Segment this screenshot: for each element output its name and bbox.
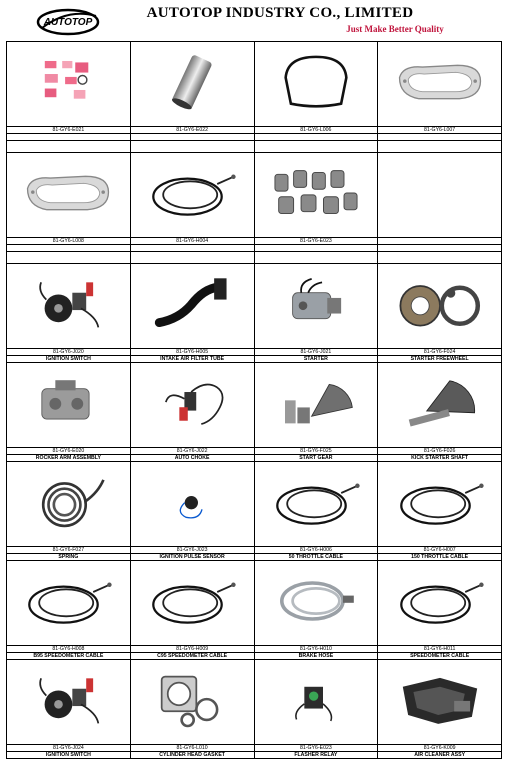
part-image-cell xyxy=(254,462,378,547)
part-code: 81-GY6-L006 xyxy=(254,127,378,134)
flasher-relay-icon xyxy=(255,671,378,734)
part-code: 81-GY6-F026 xyxy=(378,448,502,455)
image-row xyxy=(7,363,502,448)
spacer-cell xyxy=(7,141,131,153)
image-row xyxy=(7,462,502,547)
part-code: 81-GY6-F027 xyxy=(7,547,131,554)
o-ring-gasket-icon xyxy=(255,51,378,118)
part-code-row xyxy=(7,745,502,752)
blank-row xyxy=(7,245,502,252)
image-row xyxy=(7,561,502,646)
part-name: 50 THROTTLE CABLE xyxy=(254,554,378,561)
part-name xyxy=(130,134,254,141)
part-image-cell xyxy=(378,462,502,547)
part-code: 81-GY6-L010 xyxy=(130,745,254,752)
part-image-cell xyxy=(7,561,131,646)
part-name xyxy=(378,245,502,252)
part-image-cell xyxy=(254,660,378,745)
auto-choke-icon xyxy=(131,372,254,439)
part-code: 81-GY6-K009 xyxy=(378,745,502,752)
spacer-row xyxy=(7,252,502,264)
part-name: AUTO CHOKE xyxy=(130,455,254,462)
pulse-sensor-icon xyxy=(131,477,254,532)
part-name: INTAKE AIR FILTER TUBE xyxy=(130,356,254,363)
part-name-row xyxy=(7,653,502,660)
part-code: 81-GY6-L008 xyxy=(7,238,131,245)
part-image-cell xyxy=(378,561,502,646)
part-name: 150 THROTTLE CABLE xyxy=(378,554,502,561)
part-code: 81-GY6-E020 xyxy=(7,448,131,455)
part-image-cell xyxy=(254,561,378,646)
part-name: FLASHER RELAY xyxy=(254,752,378,759)
part-code: 81-GY6-E023 xyxy=(254,238,378,245)
part-code: 81-GY6-F025 xyxy=(254,448,378,455)
part-image-cell xyxy=(130,660,254,745)
cable-coil-icon xyxy=(378,475,501,534)
part-name-row xyxy=(7,554,502,561)
spacer-cell xyxy=(378,141,502,153)
spacer-cell xyxy=(130,141,254,153)
part-image-cell xyxy=(378,660,502,745)
part-image-cell xyxy=(378,153,502,238)
part-code-row xyxy=(7,127,502,134)
ignition-switch-icon xyxy=(7,273,130,340)
part-name: ROCKER ARM ASSEMBLY xyxy=(7,455,131,462)
part-image-cell xyxy=(254,42,378,127)
part-name: SPEEDOMETER CABLE xyxy=(378,653,502,660)
part-name xyxy=(254,134,378,141)
part-image-cell xyxy=(378,42,502,127)
part-name xyxy=(7,134,131,141)
autotop-logo xyxy=(36,6,100,36)
part-image-cell xyxy=(7,153,131,238)
part-code: 81-GY6-H005 xyxy=(130,349,254,356)
spacer-cell xyxy=(130,252,254,264)
part-code-row xyxy=(7,349,502,356)
part-code: 81-GY6-H010 xyxy=(254,646,378,653)
cable-coil-icon xyxy=(131,166,254,225)
parts-catalog-table xyxy=(6,41,502,759)
page-header xyxy=(0,0,509,40)
air-tube-icon xyxy=(131,273,254,340)
part-image-cell xyxy=(254,153,378,238)
part-image-cell xyxy=(378,363,502,448)
part-image-cell xyxy=(254,363,378,448)
part-code: 81-GY6-H004 xyxy=(130,238,254,245)
part-name: AIR CLEANER ASSY xyxy=(378,752,502,759)
part-name: BRAKE HOSE xyxy=(254,653,378,660)
freewheel-icon xyxy=(378,277,501,336)
tappet-set-icon xyxy=(255,165,378,226)
part-name-row xyxy=(7,752,502,759)
start-gear-icon xyxy=(255,372,378,439)
air-cleaner-icon xyxy=(378,669,501,736)
logo-text: AUTOTOP xyxy=(43,17,93,28)
image-row xyxy=(7,660,502,745)
head-gasket-icon xyxy=(131,669,254,736)
spacer-cell xyxy=(254,141,378,153)
part-code xyxy=(378,238,502,245)
part-image-cell xyxy=(130,153,254,238)
cover-gasket-icon xyxy=(7,171,130,220)
part-code-row xyxy=(7,238,502,245)
part-image-cell xyxy=(254,264,378,349)
image-row xyxy=(7,42,502,127)
part-code: 81-GY6-E023 xyxy=(254,745,378,752)
part-image-cell xyxy=(7,264,131,349)
part-code: 81-GY6-E022 xyxy=(130,127,254,134)
part-code: 81-GY6-E021 xyxy=(7,127,131,134)
piston-pin-icon xyxy=(131,49,254,120)
part-name: KICK STARTER SHAFT xyxy=(378,455,502,462)
part-code: 81-GY6-J020 xyxy=(7,349,131,356)
part-code: 81-GY6-J023 xyxy=(130,547,254,554)
part-code-row xyxy=(7,547,502,554)
part-name: START GEAR xyxy=(254,455,378,462)
part-name: CYLINDER HEAD GASKET xyxy=(130,752,254,759)
part-code: 81-GY6-H011 xyxy=(378,646,502,653)
spring-icon xyxy=(7,471,130,538)
part-code: 81-GY6-H006 xyxy=(254,547,378,554)
part-code: 81-GY6-J024 xyxy=(7,745,131,752)
slogan: Just Make Better Quality xyxy=(346,24,444,34)
part-image-cell xyxy=(7,363,131,448)
cable-coil-icon xyxy=(378,574,501,633)
cable-coil-icon xyxy=(7,574,130,633)
part-name: IGNITION SWITCH xyxy=(7,752,131,759)
part-code-row xyxy=(7,646,502,653)
part-name: B95 SPEEDOMETER CABLE xyxy=(7,653,131,660)
part-image-cell xyxy=(130,264,254,349)
starter-motor-icon xyxy=(255,273,378,340)
part-name xyxy=(7,245,131,252)
part-image-cell xyxy=(130,42,254,127)
part-name: SPRING xyxy=(7,554,131,561)
part-image-cell xyxy=(7,42,131,127)
spacer-row xyxy=(7,141,502,153)
part-code: 81-GY6-J021 xyxy=(254,349,378,356)
part-name-row xyxy=(7,455,502,462)
part-image-cell xyxy=(378,264,502,349)
rocker-arm-icon xyxy=(7,372,130,439)
kick-shaft-icon xyxy=(378,372,501,439)
part-name: STARTER FREEWHEEL xyxy=(378,356,502,363)
cover-gasket-icon xyxy=(378,60,501,109)
part-name: STARTER xyxy=(254,356,378,363)
part-code: 81-GY6-L007 xyxy=(378,127,502,134)
brake-hose-icon xyxy=(255,574,378,633)
spacer-cell xyxy=(378,252,502,264)
part-name: IGNITION PULSE SENSOR xyxy=(130,554,254,561)
image-row xyxy=(7,153,502,238)
cable-coil-icon xyxy=(255,475,378,534)
image-row xyxy=(7,264,502,349)
part-image-cell xyxy=(130,462,254,547)
spacer-cell xyxy=(254,252,378,264)
part-image-cell xyxy=(7,660,131,745)
part-code: 81-GY6-H008 xyxy=(7,646,131,653)
part-name: IGNITION SWITCH xyxy=(7,356,131,363)
part-code: 81-GY6-H009 xyxy=(130,646,254,653)
part-code-row xyxy=(7,448,502,455)
part-image-cell xyxy=(130,561,254,646)
part-code: 81-GY6-J022 xyxy=(130,448,254,455)
part-name-row xyxy=(7,356,502,363)
company-name: AUTOTOP INDUSTRY CO., LIMITED xyxy=(146,5,414,21)
cable-coil-icon xyxy=(131,574,254,633)
part-name xyxy=(378,134,502,141)
part-image-cell xyxy=(7,462,131,547)
spacer-cell xyxy=(7,252,131,264)
part-code: 81-GY6-H007 xyxy=(378,547,502,554)
gasket-pack-icon xyxy=(7,56,130,113)
part-code: 81-GY6-F024 xyxy=(378,349,502,356)
ignition-switch-icon xyxy=(7,669,130,736)
part-name: C95 SPEEDOMETER CABLE xyxy=(130,653,254,660)
part-name xyxy=(254,245,378,252)
part-image-cell xyxy=(130,363,254,448)
part-name xyxy=(130,245,254,252)
blank-row xyxy=(7,134,502,141)
